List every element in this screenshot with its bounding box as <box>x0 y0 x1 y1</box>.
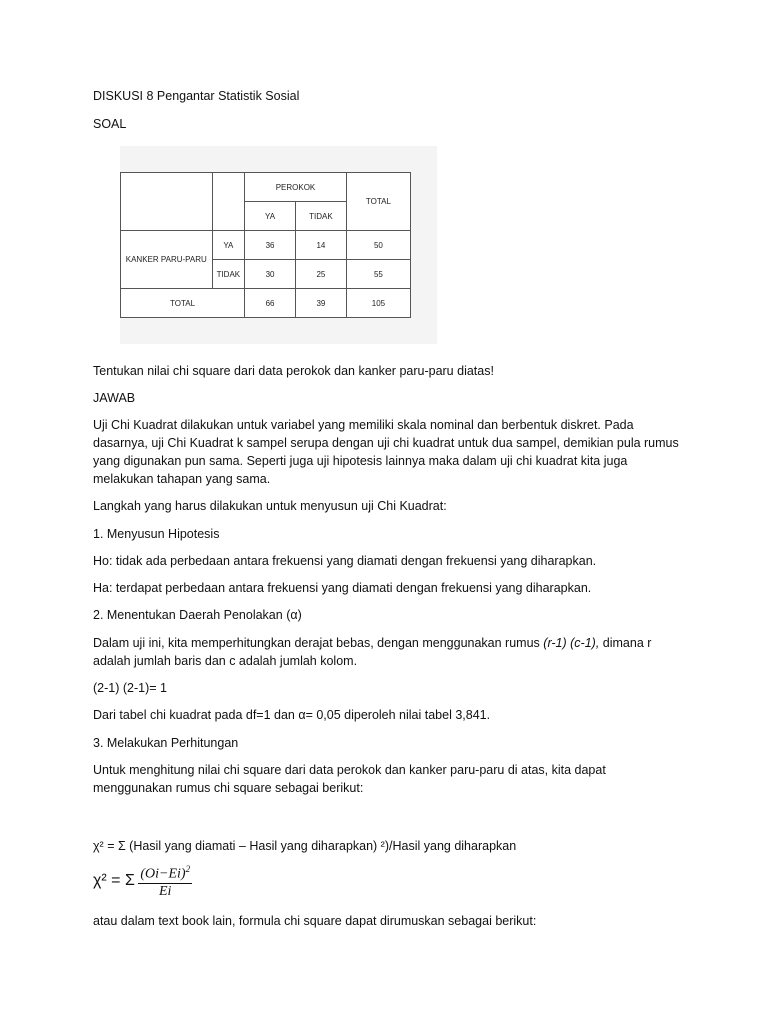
row-label-kanker: KANKER PARU-PARU <box>121 231 213 289</box>
step1-heading: 1. Menyusun Hipotesis <box>93 527 220 541</box>
step2-text-c: adalah jumlah baris dan c adalah jumlah kolom. <box>93 654 358 668</box>
row2-label: TIDAK <box>212 260 245 289</box>
formula-fraction <box>138 864 192 900</box>
formula-lhs: χ² = Σ <box>93 872 135 890</box>
steps-intro: Langkah yang harus dilakukan untuk menyusun uji Chi Kuadrat: <box>93 499 447 513</box>
df-table-value: Dari tabel chi kuadrat pada df=1 dan α= 0,05 diperoleh nilai tabel 3,841. <box>93 708 491 722</box>
total-ya: 66 <box>245 289 296 318</box>
df-formula: (r-1) (c-1), <box>543 636 600 650</box>
contingency-table-image <box>120 146 437 344</box>
chi-square-formula <box>93 864 192 904</box>
formula-numerator <box>138 864 192 884</box>
formula-denominator: Ei <box>158 883 172 899</box>
alt-formula-text: atau dalam text book lain, formula chi square dapat dirumuskan sebagai berikut: <box>93 914 537 928</box>
row1-label: YA <box>212 231 245 260</box>
cell-ya-ya: 36 <box>245 231 296 260</box>
cell-tidak-total: 55 <box>346 260 410 289</box>
empty-cell <box>121 173 213 231</box>
header-perokok: PEROKOK <box>245 173 347 202</box>
formula-exponent: 2 <box>185 864 191 874</box>
question-text: Tentukan nilai chi square dari data perokok dan kanker paru-paru diatas! <box>93 364 494 378</box>
subheader-tidak: TIDAK <box>296 202 347 231</box>
empty-cell <box>212 173 245 231</box>
jawab-label: JAWAB <box>93 391 136 405</box>
cell-tidak-ya: 30 <box>245 260 296 289</box>
total-all: 105 <box>346 289 410 318</box>
cell-tidak-tidak: 25 <box>296 260 347 289</box>
step3-heading: 3. Melakukan Perhitungan <box>93 736 239 750</box>
cell-ya-total: 50 <box>346 231 410 260</box>
step3-paragraph: Untuk menghitung nilai chi square dari data perokok dan kanker paru-paru di atas, kita dapat menggunakan rumus chi square sebagai berikut: <box>93 763 606 795</box>
step2-text-a: Dalam uji ini, kita memperhitungkan derajat bebas, dengan menggunakan rumus <box>93 636 540 650</box>
contingency-table <box>120 172 411 318</box>
cell-ya-tidak: 14 <box>296 231 347 260</box>
total-tidak: 39 <box>296 289 347 318</box>
formula-text: χ² = Σ (Hasil yang diamati – Hasil yang diharapkan) ²)/Hasil yang diharapkan <box>93 839 517 853</box>
ho-statement: Ho: tidak ada perbedaan antara frekuensi yang diamati dengan frekuensi yang diharapkan. <box>93 554 597 568</box>
document-title: DISKUSI 8 Pengantar Statistik Sosial <box>93 89 300 103</box>
step2-text <box>93 634 651 652</box>
ha-statement: Ha: terdapat perbedaan antara frekuensi yang diamati dengan frekuensi yang diharapkan. <box>93 581 592 595</box>
intro-paragraph: Uji Chi Kuadrat dilakukan untuk variabel yang memiliki skala nominal dan berbentuk diskret. Pada dasarnya, uji Chi Kuadrat k sampel serupa dengan uji chi kuadrat untuk dua sampel, demikian pula rumus yang digunakan pun sama. Seperti juga uji hipotesis lainnya maka dalam uji chi kuadrat kita juga melakukan tahapan yang sama. <box>93 418 679 486</box>
step2-text-b: dimana r <box>602 636 652 650</box>
step2-heading: 2. Menentukan Daerah Penolakan (α) <box>93 608 302 622</box>
soal-label: SOAL <box>93 117 127 131</box>
formula-numerator-text: (Oi−Ei) <box>140 866 186 882</box>
total-label: TOTAL <box>121 289 245 318</box>
subheader-ya: YA <box>245 202 296 231</box>
df-calculation: (2-1) (2-1)= 1 <box>93 681 167 695</box>
header-total: TOTAL <box>346 173 410 231</box>
